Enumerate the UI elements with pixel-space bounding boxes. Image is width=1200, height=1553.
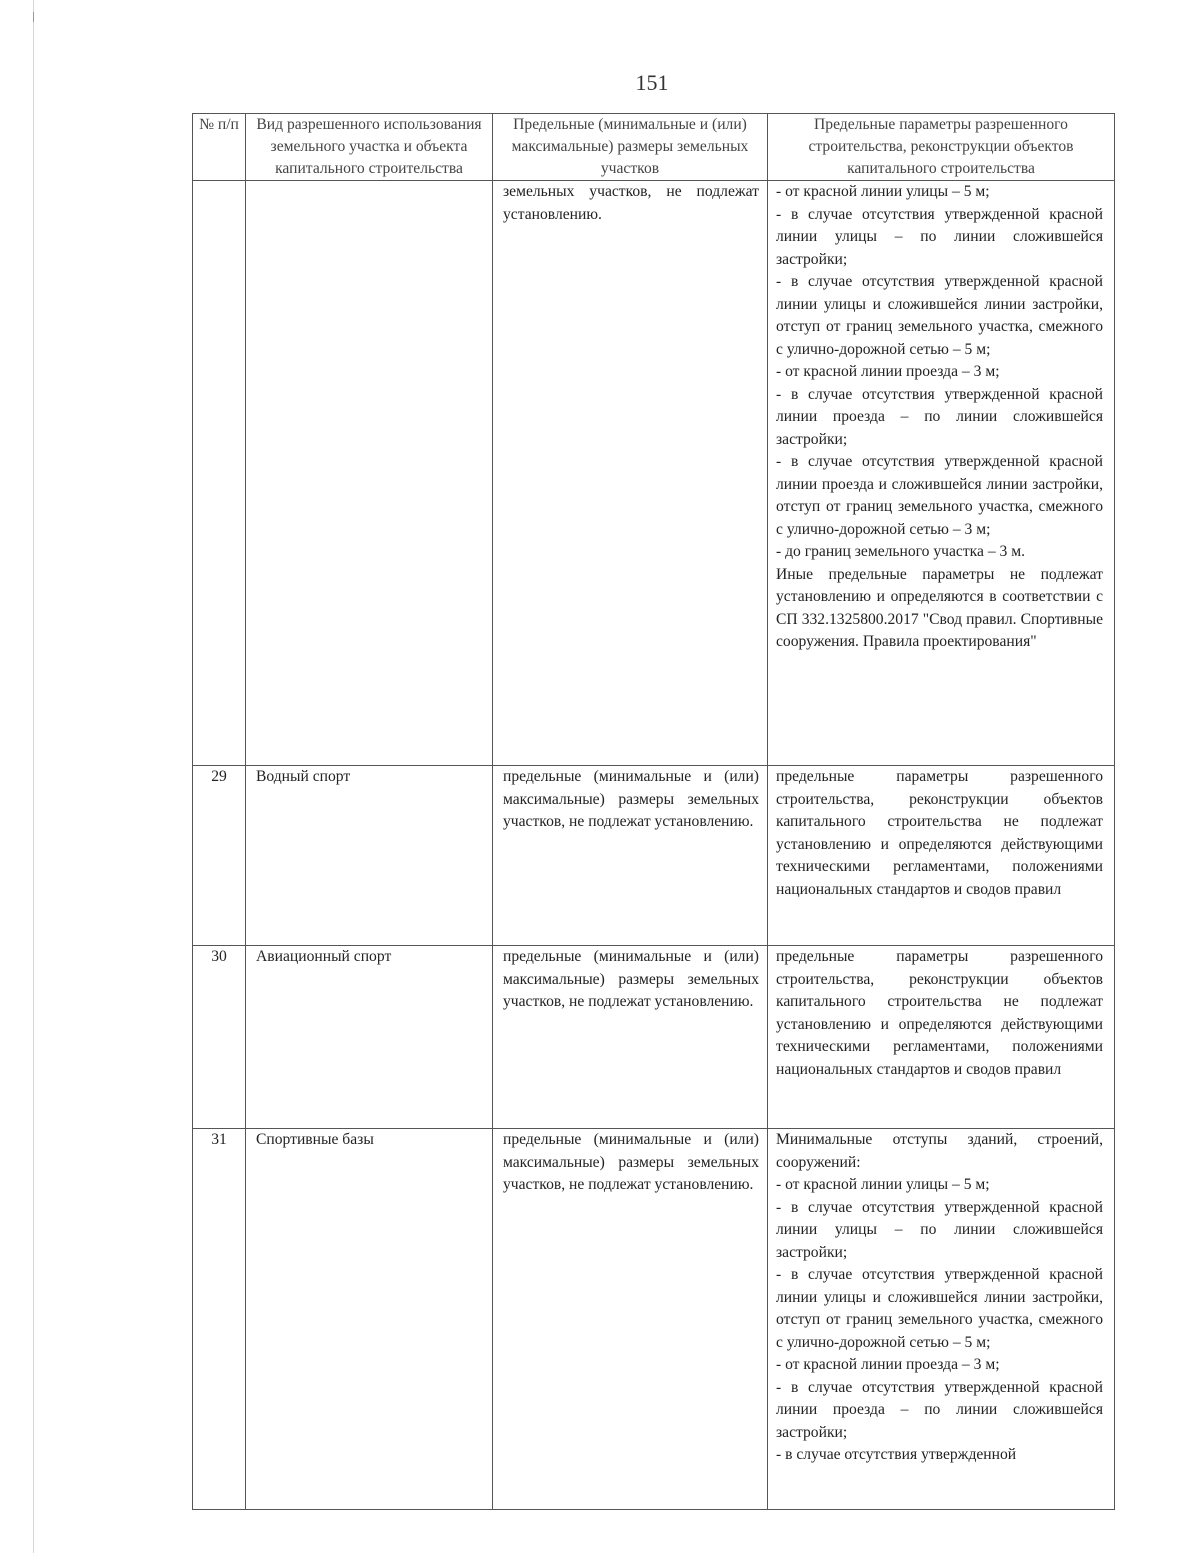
param-line: - от красной линии улицы – 5 м; (776, 183, 990, 200)
cell-use-type: Авиационный спорт (246, 946, 493, 1129)
header-build-params: Предельные параметры разрешенного строительства, реконструкции объектов капитального строительства (768, 114, 1115, 181)
param-line: - в случае отсутствия утвержденной красной линии проезда – по линии сложившейся застройки; (776, 1378, 1103, 1441)
param-line: - от красной линии улицы – 5 м; (776, 1176, 990, 1193)
header-plot-size: Предельные (минимальные и (или) максимальные) размеры земельных участков (493, 114, 768, 181)
build-params-text (768, 1129, 1114, 1467)
param-line: - до границ земельного участка – 3 м. (776, 543, 1025, 560)
param-line: - в случае отсутствия утвержденной красной линии проезда – по линии сложившейся застройки; (776, 385, 1103, 448)
header-use-type: Вид разрешенного использования земельного участка и объекта капитального строительства (246, 114, 493, 181)
cell-plot-size: предельные (минимальные и (или) максимальные) размеры земельных участков, не подлежат установлению. (493, 1129, 768, 1510)
table-row (193, 946, 1115, 1129)
table-row (193, 766, 1115, 946)
page-number: 151 (635, 70, 669, 95)
build-params-text (768, 181, 1114, 654)
build-params-text (768, 946, 1114, 1081)
cell-number: 29 (193, 766, 246, 946)
cell-use-type (246, 181, 493, 766)
cell-plot-size: предельные (минимальные и (или) максимальные) размеры земельных участков, не подлежат установлению. (493, 766, 768, 946)
cell-use-type: Водный спорт (246, 766, 493, 946)
cell-build-params (768, 766, 1115, 946)
param-line: Иные предельные параметры не подлежат установлению и определяются в соответствии с СП 332.1325800.2017 "Свод правил. Спортивные сооружения. Правила проектирования" (776, 565, 1103, 650)
header-number: № п/п (193, 114, 246, 181)
cell-build-params (768, 181, 1115, 766)
scan-margin-line (33, 0, 34, 1553)
param-line: - в случае отсутствия утвержденной (776, 1446, 1017, 1463)
cell-number: 31 (193, 1129, 246, 1510)
param-line: - от красной линии проезда – 3 м; (776, 363, 1000, 380)
param-line: - в случае отсутствия утвержденной красной линии улицы – по линии сложившейся застройки; (776, 1198, 1103, 1261)
table-header-row (193, 114, 1115, 181)
param-line: - в случае отсутствия утвержденной красной линии улицы – по линии сложившейся застройки; (776, 205, 1103, 268)
cell-use-type: Спортивные базы (246, 1129, 493, 1510)
param-line: - в случае отсутствия утвержденной красной линии улицы и сложившейся линии застройки, отступ от границ земельного участка, смежного с улично-дорожной сетью – 5 м; (776, 1266, 1103, 1351)
param-line: предельные параметры разрешенного строительства, реконструкции объектов капитального строительства не подлежат установлению и определяются действующими техническими регламентами, положениями национальных стандартов и сводов правил (776, 948, 1103, 1078)
cell-number: 30 (193, 946, 246, 1129)
cell-build-params (768, 1129, 1115, 1510)
cell-build-params (768, 946, 1115, 1129)
zoning-parameters-table (192, 113, 1115, 1510)
param-line: Минимальные отступы зданий, строений, сооружений: (776, 1131, 1103, 1171)
cell-plot-size: земельных участков, не подлежат установлению. (493, 181, 768, 766)
param-line: - от красной линии проезда – 3 м; (776, 1356, 1000, 1373)
cell-plot-size: предельные (минимальные и (или) максимальные) размеры земельных участков, не подлежат установлению. (493, 946, 768, 1129)
table-row-continuation (193, 181, 1115, 766)
param-line: - в случае отсутствия утвержденной красной линии проезда и сложившейся линии застройки, отступ от границ земельного участка, смежного с улично-дорожной сетью – 3 м; (776, 453, 1103, 538)
scan-margin-tick (33, 12, 34, 22)
cell-number (193, 181, 246, 766)
table-row (193, 1129, 1115, 1510)
param-line: предельные параметры разрешенного строительства, реконструкции объектов капитального строительства не подлежат установлению и определяются действующими техническими регламентами, положениями национальных стандартов и сводов правил (776, 768, 1103, 898)
param-line: - в случае отсутствия утвержденной красной линии улицы и сложившейся линии застройки, отступ от границ земельного участка, смежного с улично-дорожной сетью – 5 м; (776, 273, 1103, 358)
build-params-text (768, 766, 1114, 901)
